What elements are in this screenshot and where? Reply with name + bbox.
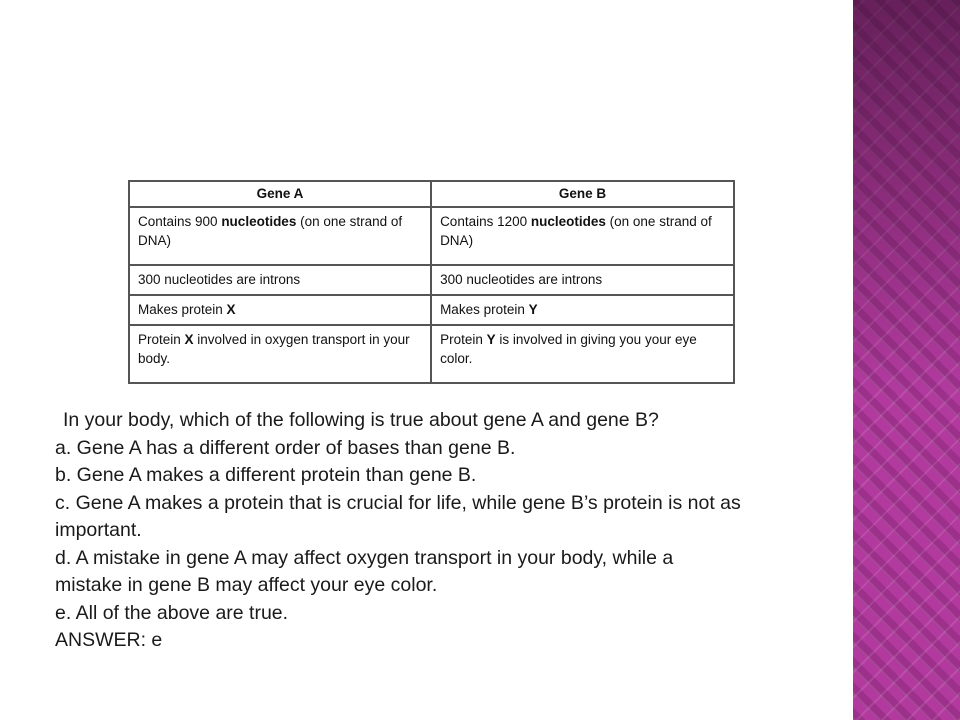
header-gene-b: Gene B — [431, 181, 734, 207]
table-cell-gene-a — [129, 325, 431, 383]
cell-bold-text: Y — [528, 302, 538, 317]
gene-comparison-table — [128, 180, 735, 384]
cell-text: (on one strand of DNA) — [138, 214, 403, 248]
cell-text: Protein — [138, 332, 185, 347]
cell-text: (on one strand of DNA) — [440, 214, 712, 248]
table-row — [129, 295, 734, 325]
table-cell-gene-a — [129, 295, 431, 325]
cell-text: 300 nucleotides are introns — [440, 272, 603, 287]
cell-text: involved in oxygen transport in your body. — [138, 332, 410, 366]
answer-option-d: d. A mistake in gene A may affect oxygen transport in your body, while a mistake in gene B may affect your eye color. — [55, 546, 674, 596]
cell-text: Makes protein — [138, 302, 227, 317]
table-cell-gene-a — [129, 207, 431, 265]
answer-option-e: e. All of the above are true. — [55, 601, 289, 624]
answer-option-c: c. Gene A makes a protein that is crucial for life, while gene B’s protein is not as important. — [55, 491, 741, 541]
cell-text: Contains 1200 — [440, 214, 531, 229]
cell-bold-text: nucleotides — [221, 214, 297, 229]
table-cell-gene-b — [431, 295, 734, 325]
decorative-side-panel — [850, 0, 960, 720]
answer-key: ANSWER: e — [55, 629, 163, 651]
table-cell-gene-b — [431, 207, 734, 265]
cell-text: Contains 900 — [138, 214, 222, 229]
table-header-row — [129, 181, 734, 207]
table-cell-gene-b — [431, 265, 734, 295]
cell-text: Makes protein — [440, 302, 529, 317]
table-cell-gene-b — [431, 325, 734, 383]
cell-bold-text: nucleotides — [530, 214, 606, 229]
table-cell-gene-a — [129, 265, 431, 295]
cell-bold-text: Y — [486, 332, 496, 347]
cell-bold-text: X — [184, 332, 194, 347]
question-block — [55, 407, 745, 655]
table-row — [129, 265, 734, 295]
cell-text: Protein — [440, 332, 487, 347]
cell-text: 300 nucleotides are introns — [138, 272, 301, 287]
cell-text: is involved in giving you your eye color. — [440, 332, 697, 366]
answer-option-a: a. Gene A has a different order of bases than gene B. — [55, 436, 516, 459]
header-gene-a: Gene A — [129, 181, 431, 207]
table-row — [129, 325, 734, 383]
question-stem: In your body, which of the following is true about gene A and gene B? — [63, 409, 659, 431]
answer-option-b: b. Gene A makes a different protein than gene B. — [55, 464, 477, 486]
table-row — [129, 207, 734, 265]
cell-bold-text: X — [226, 302, 236, 317]
